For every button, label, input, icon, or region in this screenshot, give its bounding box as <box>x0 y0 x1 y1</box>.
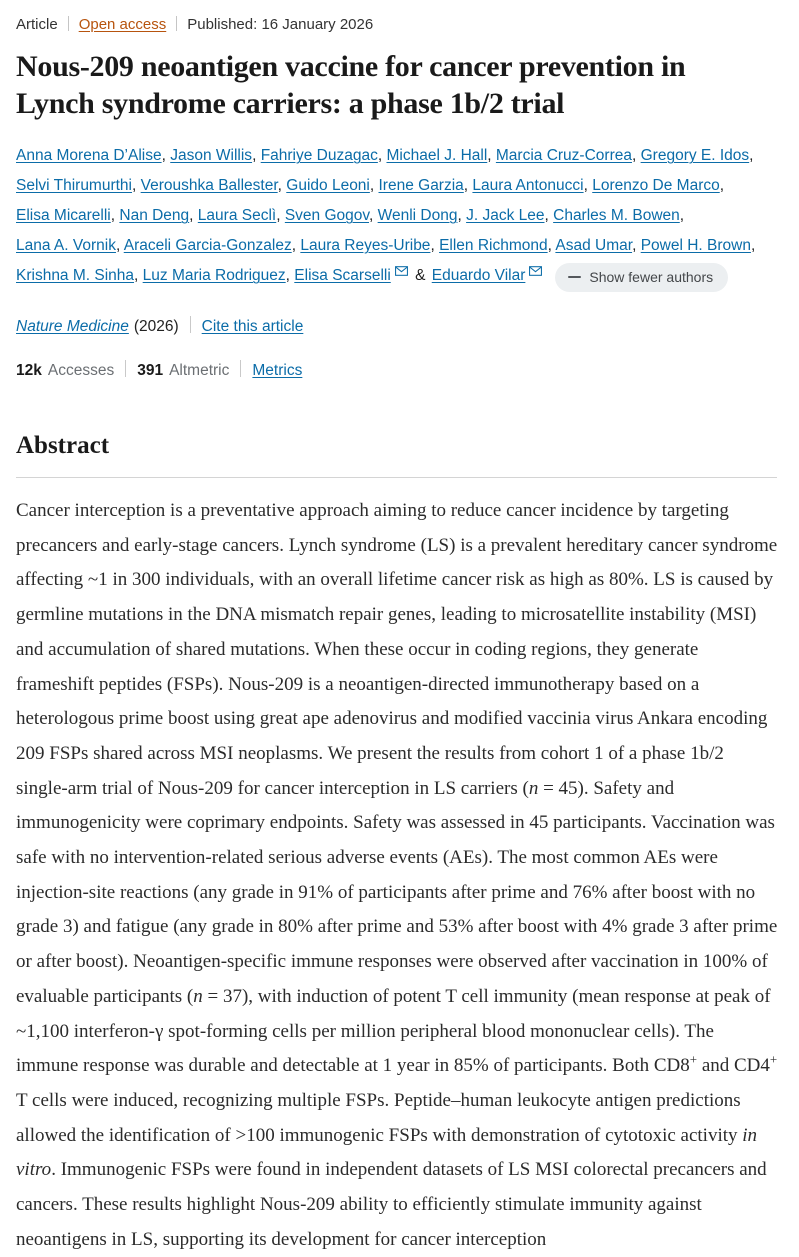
author-list <box>16 141 779 294</box>
article-meta-row <box>16 14 779 35</box>
author-link[interactable]: Irene Garzia <box>378 177 464 194</box>
author-separator: , <box>115 237 124 254</box>
abstract-text: Cancer interception is a preventative approach aiming to reduce cancer incidence by targeting precancers and early-stage cancers. Lynch syndrome (LS) is a prevalent hereditary cancer syndrome affecting ~1 in 300 individuals, with an overall lifetime cancer risk as high as 80%. LS is caused by germline mutations in the DNA mismatch repair genes, leading to microsatellite instability (MSI) and accumulation of shared mutations. When these occur in coding regions, they generate frameshift peptides (FSPs). Nous-209 is a neoantigen-directed immunotherapy based on a heterologous prime boost using great ape adenovirus and modified vaccinia virus Ankara encoding 209 FSPs shared across MSI neoplasms. We present the results from cohort 1 of a phase 1b/2 single-arm trial of Nous-209 for cancer interception in LS carriers (n = 45). Safety and immunogenicity were coprimary endpoints. Safety was assessed in 45 participants. Vaccination was safe with no intervention-related serious adverse events (AEs). The most common AEs were injection-site reactions (any grade in 91% of participants after prime and 76% after boost with no grade 3) and fatigue (any grade in 80% after prime and 53% after boost with 4% grade 3 after prime or after boost). Neoantigen-specific immune responses were observed after vaccination in 100% of evaluable participants (n = 37), with induction of potent T cell immunity (mean response at peak of ~1,100 interferon-γ spot-forming cells per million peripheral blood mononuclear cells). The immune response was durable and detectable at 1 year in 85% of participants. Both CD8+ and CD4+ T cells were induced, recognizing multiple FSPs. Peptide–human leukocyte antigen predictions allowed the identification of >100 immunogenic FSPs with demonstration of cytotoxic activity in vitro. Immunogenic FSPs were found in independent datasets of LS MSI colorectal precancers and cancers. These results highlight Nous-209 ability to efficiently stimulate immunity against neoantigens in LS, supporting its development for cancer interception <box>16 500 778 1250</box>
author-separator: , <box>632 237 641 254</box>
author-link[interactable]: Laura Seclì <box>197 207 277 224</box>
author-link[interactable]: Araceli Garcia-Gonzalez <box>123 237 292 254</box>
author-link[interactable]: Krishna M. Sinha <box>16 267 135 284</box>
journal-name-link[interactable]: Nature Medicine <box>16 318 129 335</box>
author-link[interactable]: Lana A. Vornik <box>16 237 116 254</box>
author-link[interactable]: Ellen Richmond <box>439 237 548 254</box>
cite-this-article-link[interactable]: Cite this article <box>201 318 304 335</box>
author-separator: , <box>161 147 171 164</box>
author-link[interactable]: Sven Gogov <box>284 207 369 224</box>
accesses-count: 12k <box>16 362 42 379</box>
author-separator: , <box>463 177 473 194</box>
metrics-divider <box>240 360 241 377</box>
author-link[interactable]: Jason Willis <box>170 147 253 164</box>
author-link[interactable]: J. Jack Lee <box>466 207 545 224</box>
author-separator: , <box>457 207 467 224</box>
author-separator: , <box>487 147 496 164</box>
author-link[interactable]: Eduardo Vilar <box>431 267 526 284</box>
altmetric-label: Altmetric <box>169 362 230 379</box>
author-link[interactable]: Elisa Scarselli <box>294 267 391 284</box>
author-separator: , <box>430 237 440 254</box>
envelope-icon[interactable] <box>529 266 542 276</box>
altmetric-count: 391 <box>137 362 164 379</box>
abstract-heading: Abstract <box>16 432 110 459</box>
envelope-icon[interactable] <box>395 266 408 276</box>
journal-citation-row <box>16 314 779 337</box>
author-separator: , <box>377 147 387 164</box>
author-separator: , <box>547 237 556 254</box>
author-link[interactable]: Guido Leoni <box>286 177 370 194</box>
author-separator: , <box>369 177 379 194</box>
author-link[interactable]: Gregory E. Idos <box>640 147 750 164</box>
author-ampersand: & <box>410 267 430 284</box>
author-separator: , <box>277 177 287 194</box>
author-link[interactable]: Anna Morena D’Alise <box>16 147 162 164</box>
accesses-label: Accesses <box>47 362 115 379</box>
author-link[interactable]: Selvi Thirumurthi <box>16 177 133 194</box>
author-link[interactable]: Elisa Micarelli <box>16 207 111 224</box>
author-separator: , <box>679 207 685 224</box>
author-separator: , <box>631 147 641 164</box>
meta-divider <box>176 16 177 31</box>
author-link[interactable]: Powel H. Brown <box>640 237 751 254</box>
author-link[interactable]: Fahriye Duzagac <box>260 147 378 164</box>
author-separator: , <box>276 207 285 224</box>
author-separator: , <box>252 147 261 164</box>
author-link[interactable]: Wenli Dong <box>377 207 458 224</box>
journal-year: (2026) <box>133 318 179 335</box>
author-separator: , <box>110 207 120 224</box>
author-link[interactable]: Marcia Cruz-Correa <box>495 147 632 164</box>
author-link[interactable]: Charles M. Bowen <box>553 207 680 224</box>
metrics-divider <box>125 360 126 377</box>
author-link[interactable]: Lorenzo De Marco <box>592 177 720 194</box>
author-separator: , <box>369 207 378 224</box>
author-separator: , <box>134 267 143 284</box>
author-separator: , <box>189 207 198 224</box>
author-link[interactable]: Laura Reyes-Uribe <box>300 237 431 254</box>
author-separator: , <box>285 267 295 284</box>
show-fewer-authors-button[interactable] <box>555 263 728 292</box>
open-access-link[interactable]: Open access <box>78 16 167 33</box>
author-link[interactable]: Michael J. Hall <box>386 147 488 164</box>
article-type-label: Article <box>16 16 58 33</box>
minus-icon <box>568 276 581 278</box>
author-separator: , <box>719 177 725 194</box>
author-separator: , <box>544 207 554 224</box>
author-separator: , <box>132 177 141 194</box>
show-fewer-authors-label: Show fewer authors <box>589 269 714 285</box>
metrics-row <box>16 358 779 381</box>
author-separator: , <box>583 177 593 194</box>
author-link[interactable]: Asad Umar <box>555 237 633 254</box>
author-link[interactable]: Luz Maria Rodriguez <box>142 267 286 284</box>
abstract-divider <box>16 477 777 478</box>
author-link[interactable]: Laura Antonucci <box>472 177 584 194</box>
journal-divider <box>190 316 191 333</box>
author-link[interactable]: Veroushka Ballester <box>140 177 278 194</box>
author-separator: , <box>749 147 754 164</box>
author-separator: , <box>291 237 301 254</box>
author-link[interactable]: Nan Deng <box>119 207 190 224</box>
meta-divider <box>68 16 69 31</box>
author-separator: , <box>750 237 756 254</box>
page-title: Nous-209 neoantigen vaccine for cancer prevention in Lynch syndrome carriers: a phase 1b/2 trial <box>16 50 686 120</box>
published-date: Published: 16 January 2026 <box>187 16 374 33</box>
metrics-link[interactable]: Metrics <box>252 362 303 379</box>
